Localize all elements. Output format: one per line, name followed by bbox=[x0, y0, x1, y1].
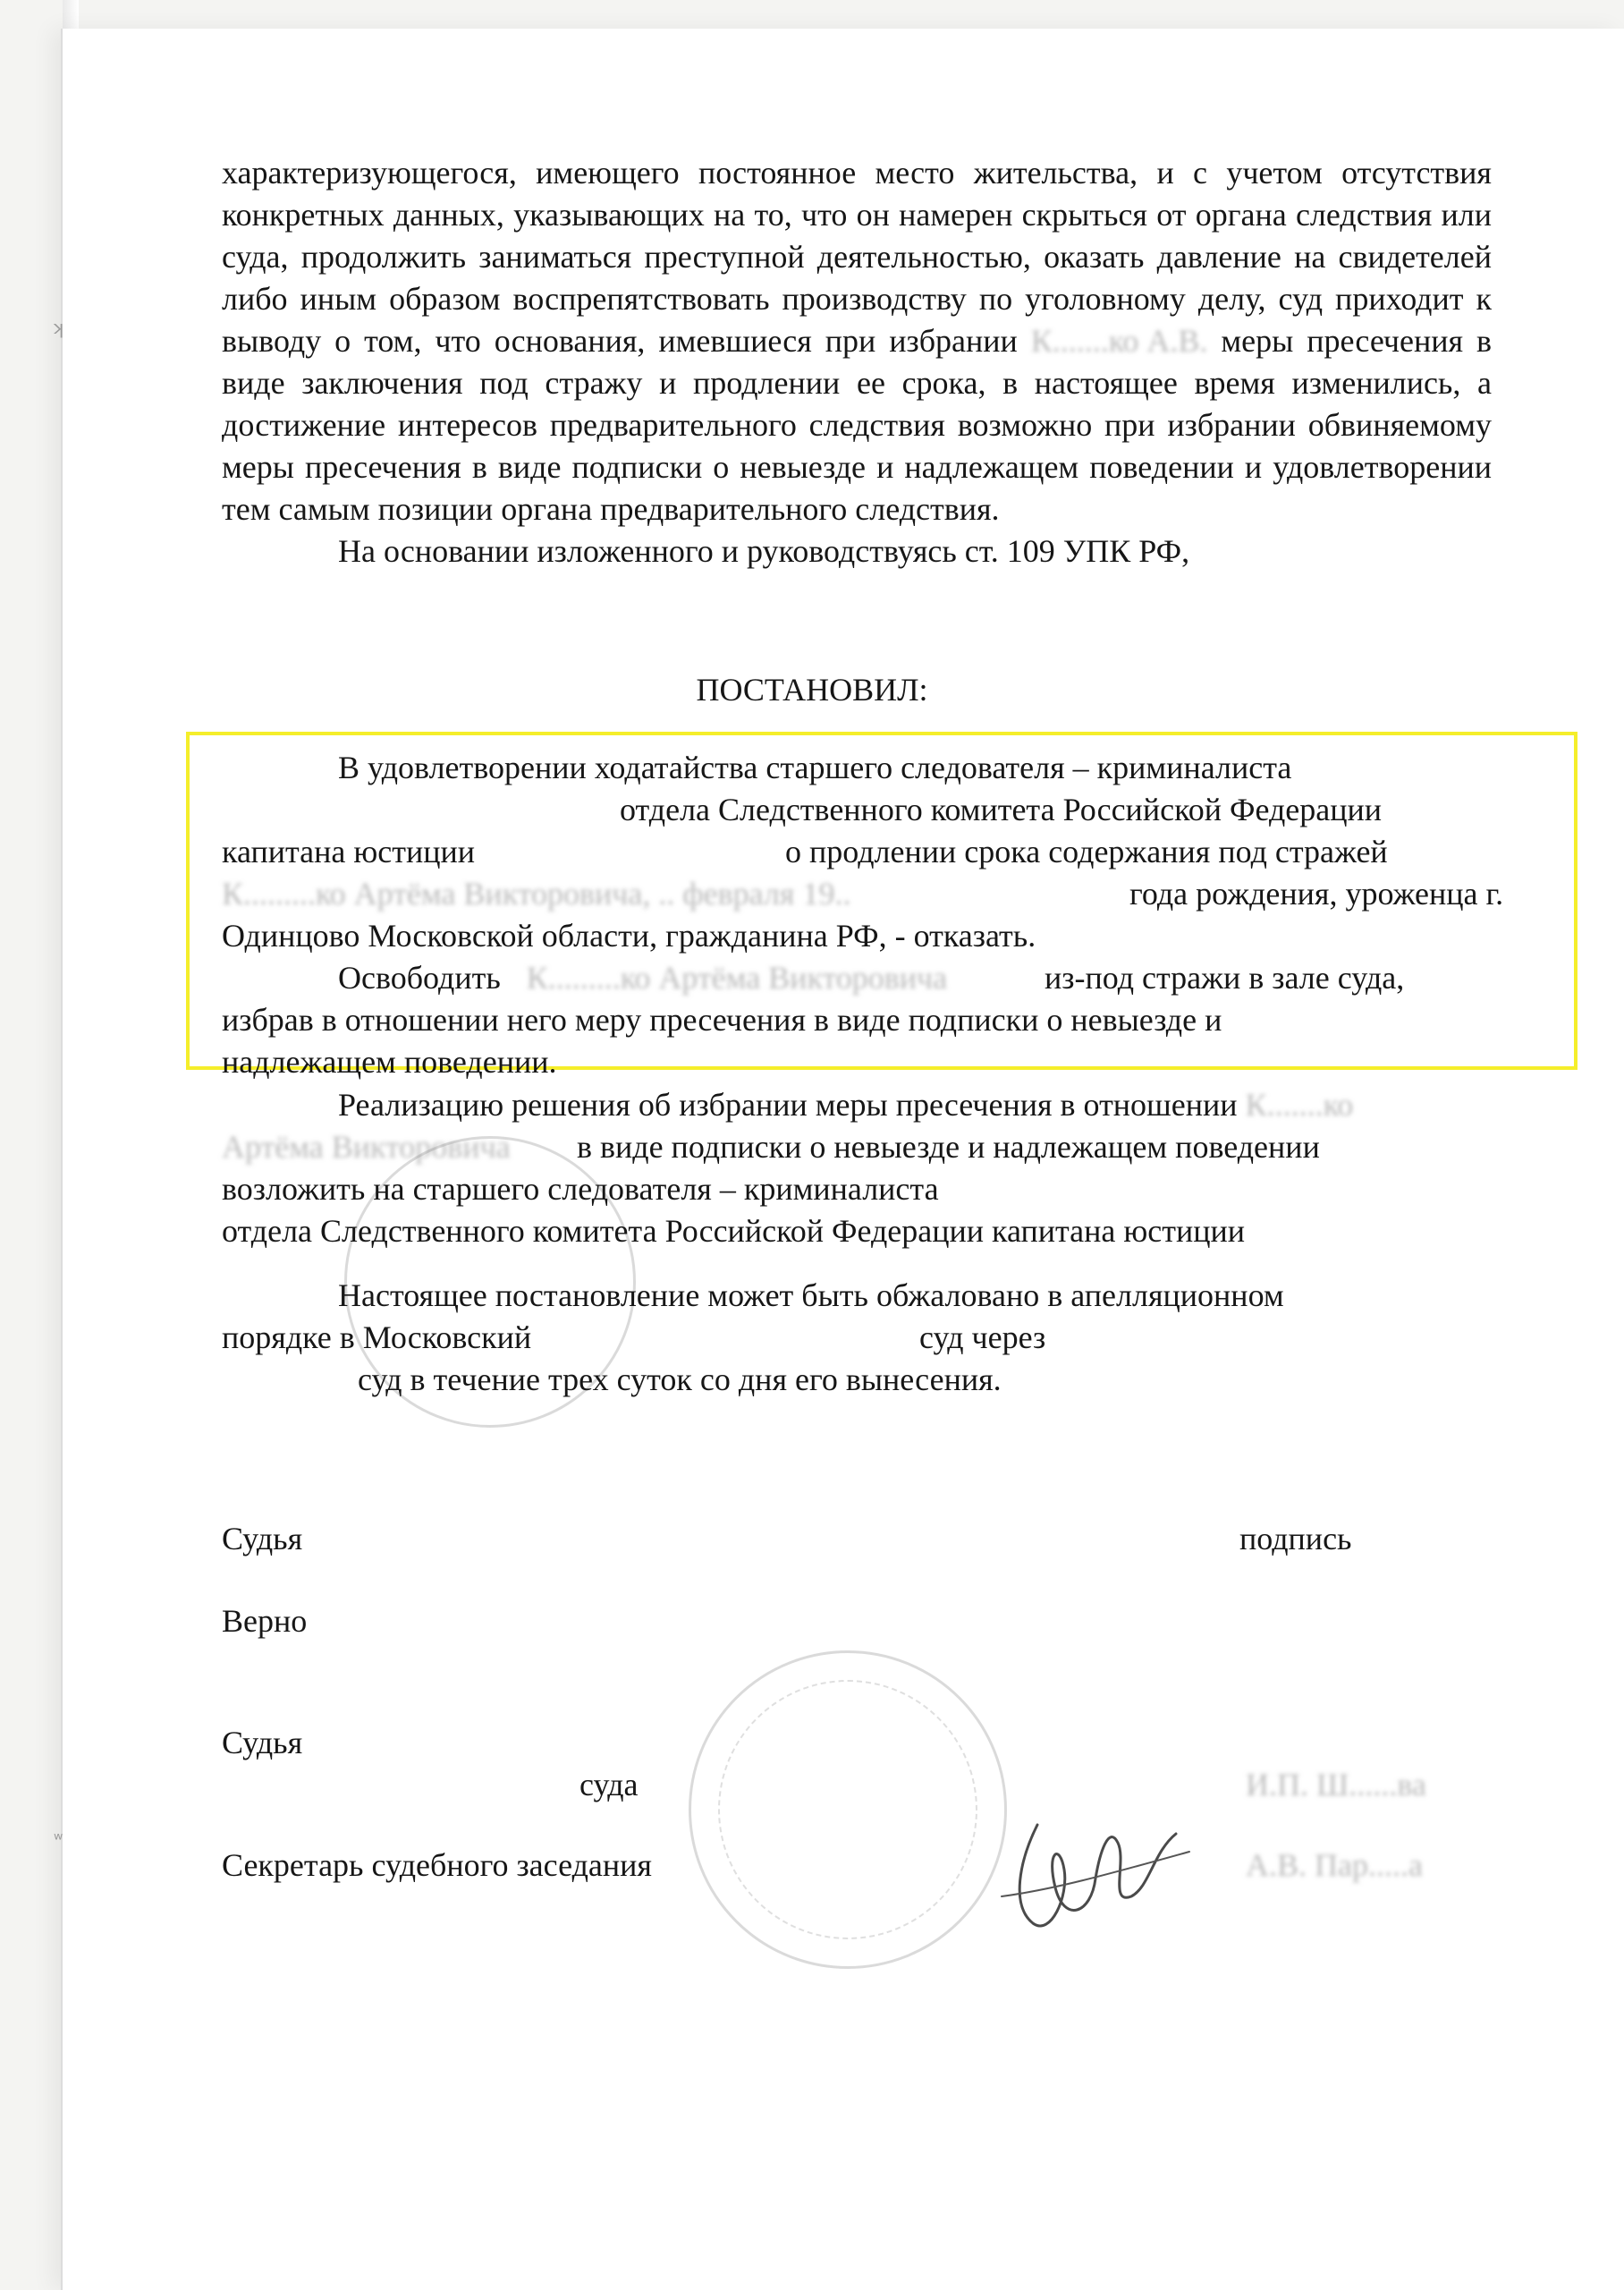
implementation-line-1 bbox=[338, 1084, 1353, 1126]
decision-line-8: надлежащем поведении. bbox=[222, 1044, 557, 1080]
implementation-line-2 bbox=[222, 1126, 1492, 1168]
judge-label-2: Судья bbox=[222, 1725, 303, 1760]
decision-line-6 bbox=[338, 957, 1492, 999]
handwritten-signature bbox=[984, 1789, 1198, 1950]
decision-line-7: избрав в отношении него меру пресечения в виде подписки о невыезде и bbox=[222, 1002, 1222, 1038]
appeal-line-1: Настоящее постановление может быть обжаловано в апелляционном bbox=[338, 1277, 1284, 1313]
signature-label: подпись bbox=[1239, 1521, 1352, 1556]
release-label: Освободить bbox=[338, 960, 501, 996]
implementation-line-2-end: в виде подписки о невыезде и надлежащем поведении bbox=[577, 1129, 1320, 1165]
decision-line-1: В удовлетворении ходатайства старшего следователя – криминалиста bbox=[338, 750, 1292, 785]
legal-basis-paragraph: На основании изложенного и руководствуясь ст. 109 УПК РФ, bbox=[338, 533, 1190, 569]
decision-line-3 bbox=[222, 831, 1492, 873]
implementation-line-3: возложить на старшего следователя – криминалиста bbox=[222, 1171, 939, 1207]
redacted-given-names: Артёма Викторовича bbox=[222, 1129, 511, 1165]
court-seal-inner-ring bbox=[718, 1680, 977, 1939]
redacted-defendant-details: К.........ко Артёма Викторовича, .. февраля 19.. bbox=[222, 876, 851, 912]
redacted-secretary-name: А.В. Пар.....а bbox=[1246, 1847, 1423, 1883]
appeal-line-3: суд в течение трех суток со дня его вынесения. bbox=[358, 1361, 1002, 1397]
reasoning-text: характеризующегося, имеющего постоянное место жительства, и с учетом отсутствия конкретных данных, указывающих на то, что он намерен скрыться от органа следствия или суда, продолжить заниматься преступной деятельностью, оказать давление на свидетелей либо иным образом воспрепятствовать производству по уголовному делу, суд приходит к выводу о том, что основания, имевшиеся при избрании bbox=[222, 155, 1492, 359]
appeal-line-2 bbox=[222, 1317, 1492, 1359]
redacted-defendant-name: К.......ко А.В. bbox=[1030, 323, 1208, 359]
signature-stroke bbox=[1019, 1825, 1176, 1926]
appeal-line-2-start: порядке в Московский bbox=[222, 1319, 532, 1355]
decision-line-4-end: года рождения, уроженца г. bbox=[1129, 876, 1504, 912]
court-label: суда bbox=[579, 1767, 639, 1802]
reasoning-text-end: меры пресечения в виде заключения под стражу и продлении ее срока, в настоящее время изменились, а достижение интересов предварительного следствия возможно при избрании обвиняемому меры пресечения в виде подписки о невыезде и надлежащем поведении и удовлетворении тем самым позиции органа предварительного следствия. bbox=[222, 323, 1493, 527]
redacted-surname: К.......ко bbox=[1245, 1087, 1354, 1123]
decision-line-4 bbox=[222, 873, 1504, 915]
staple-mark-bottom: ʷ bbox=[54, 1828, 63, 1850]
decision-line-2: отдела Следственного комитета Российской Федерации bbox=[620, 792, 1383, 827]
court-seal-stamp bbox=[689, 1650, 1007, 1969]
decision-heading: ПОСТАНОВИЛ: bbox=[696, 672, 928, 708]
reasoning-block bbox=[222, 152, 1492, 572]
implementation-line-4: отдела Следственного комитета Российской Федерации капитана юстиции bbox=[222, 1213, 1246, 1249]
certified-label: Верно bbox=[222, 1603, 308, 1639]
redacted-judge-name: И.П. Ш......ва bbox=[1246, 1767, 1426, 1802]
reasoning-paragraph bbox=[222, 152, 1492, 530]
decision-line-3-rank: капитана юстиции bbox=[222, 834, 476, 869]
release-text: из-под стражи в зале суда, bbox=[1045, 960, 1405, 996]
staple-mark-top: ʞ bbox=[52, 317, 64, 338]
judge-label-1: Судья bbox=[222, 1521, 303, 1556]
implementation-text: Реализацию решения об избрании меры пресечения в отношении bbox=[338, 1087, 1238, 1123]
decision-line-5: Одинцово Московской области, гражданина РФ, - отказать. bbox=[222, 918, 1036, 954]
decision-line-3-request: о продлении срока содержания под стражей bbox=[785, 834, 1388, 869]
secretary-label: Секретарь судебного заседания bbox=[222, 1847, 652, 1883]
appeal-line-2-end: суд через bbox=[919, 1319, 1046, 1355]
redacted-defendant-name-2: К.........ко Артёма Викторовича bbox=[526, 960, 948, 996]
